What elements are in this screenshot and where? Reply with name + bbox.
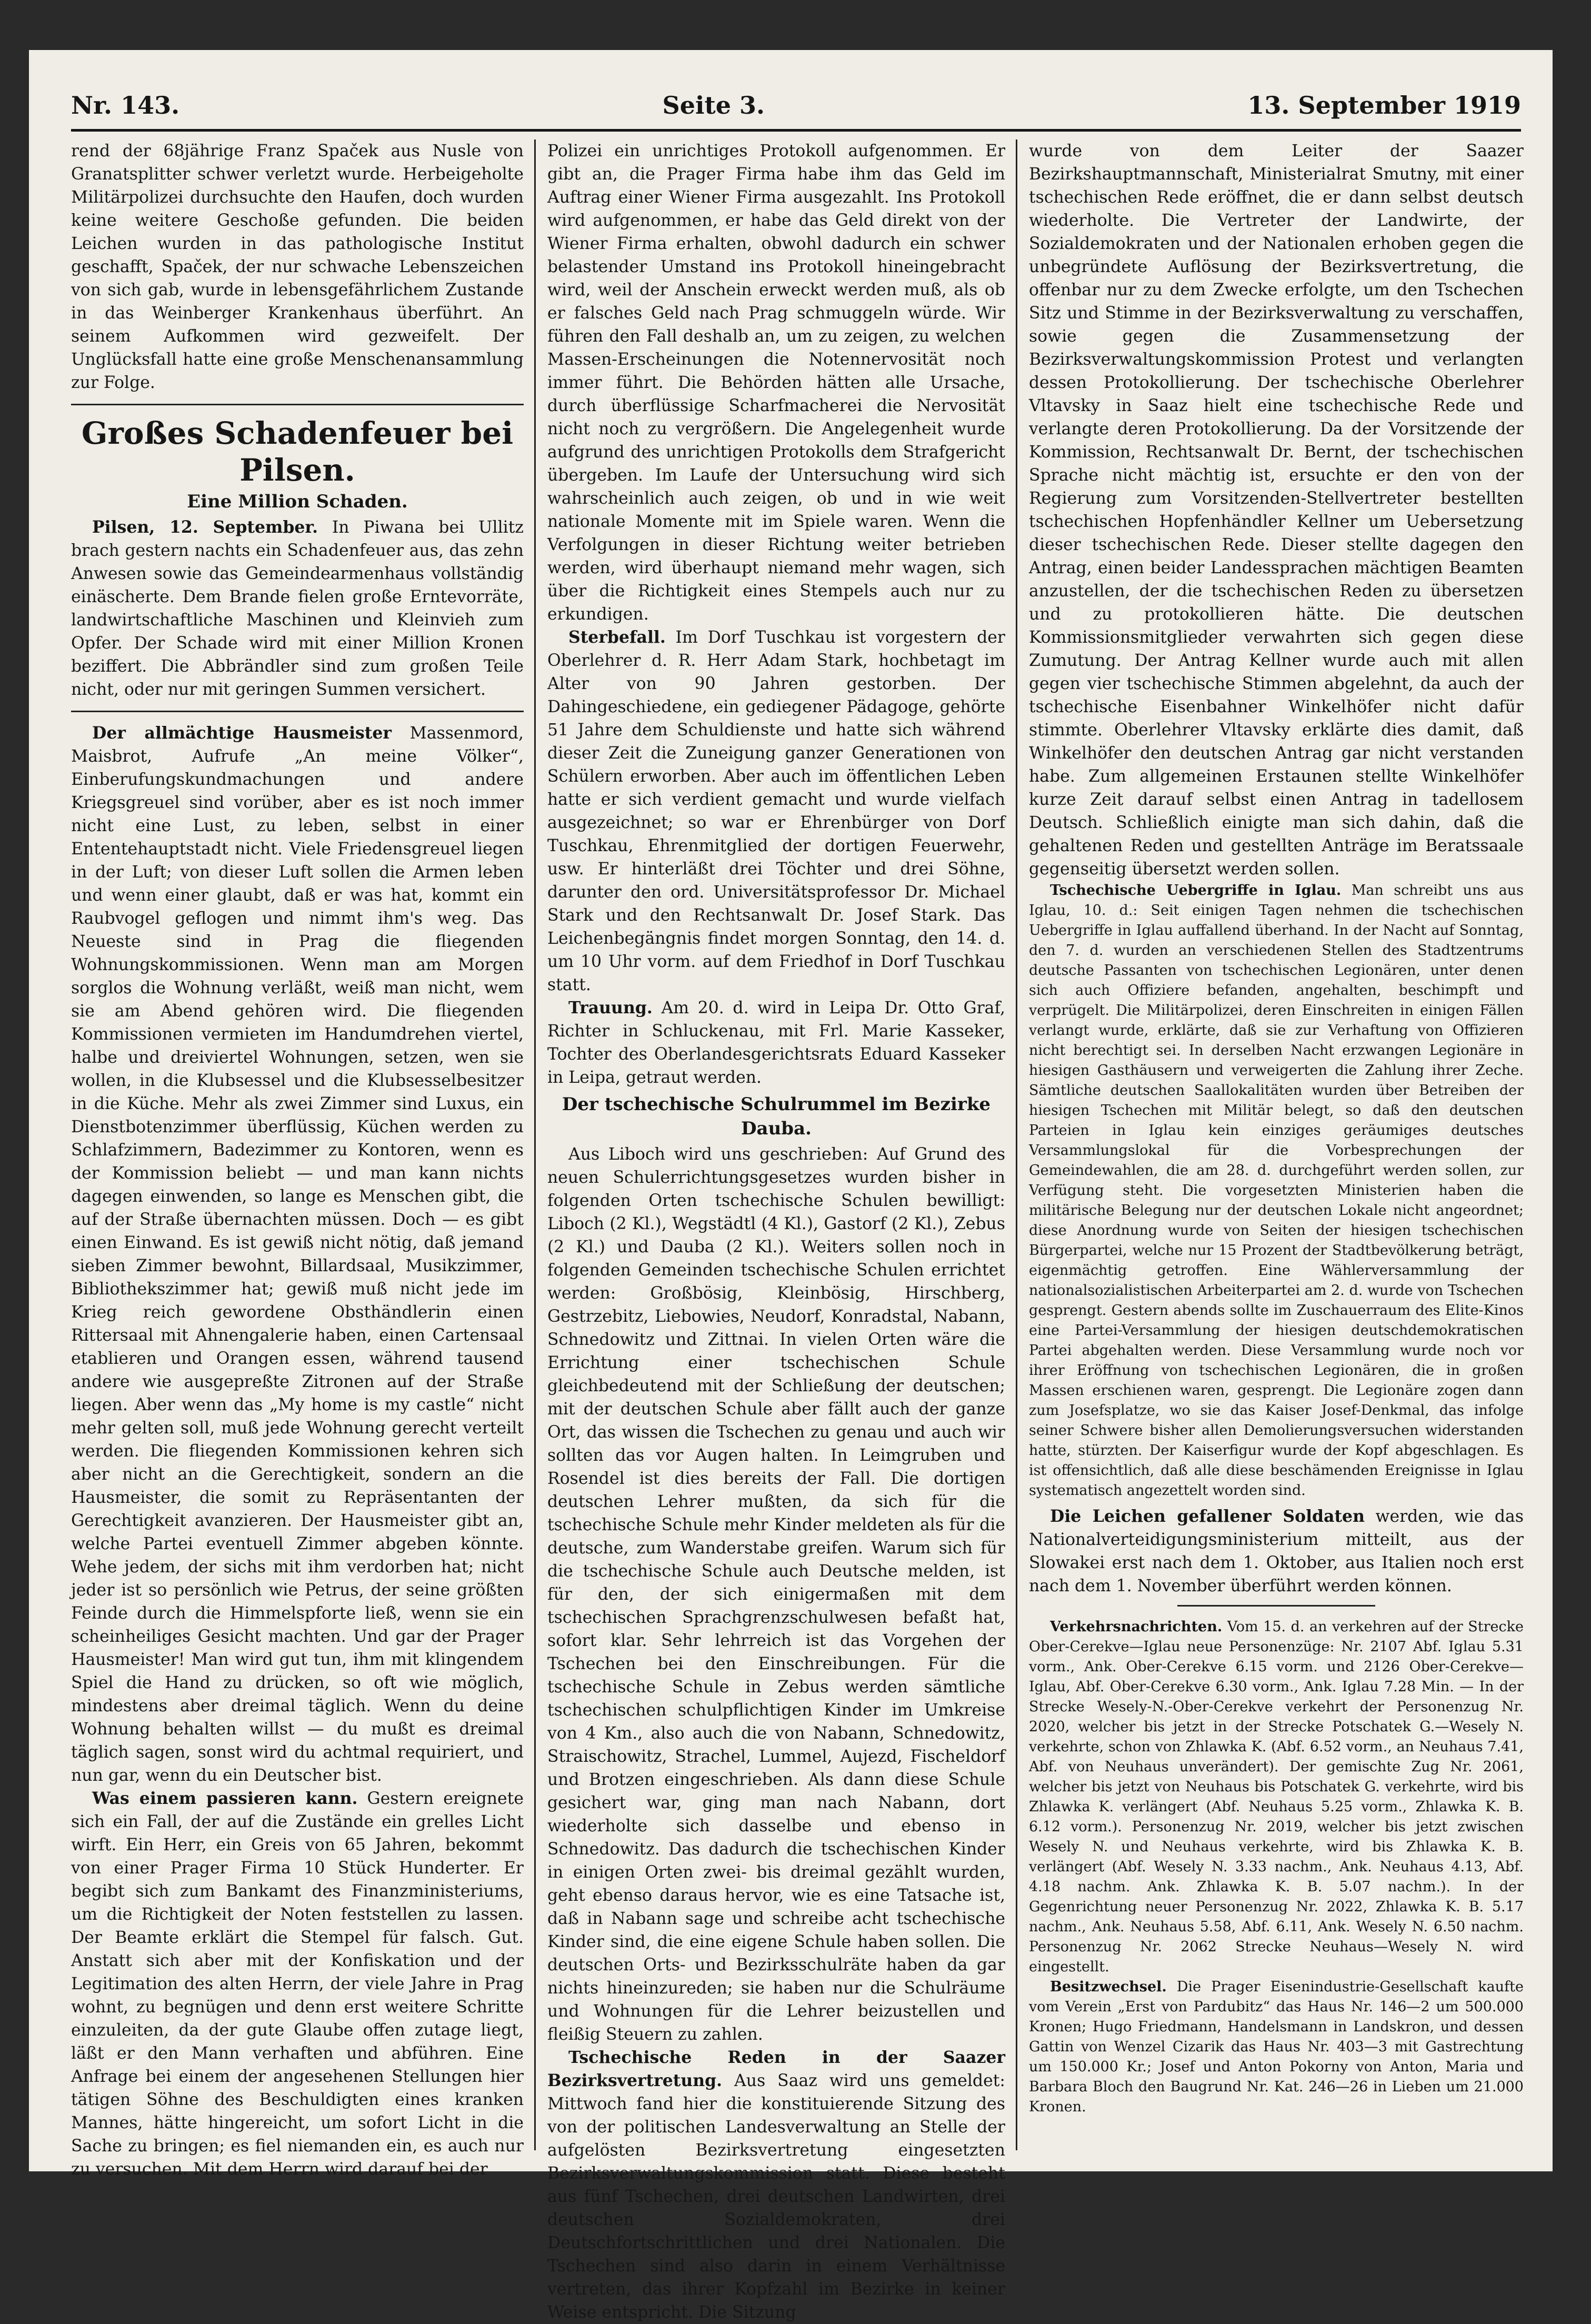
article-paragraph [71,722,524,1787]
article-paragraph [547,996,1005,1089]
article-paragraph [1029,1977,1524,2117]
article-paragraph [71,516,524,701]
article-lead: Verkehrsnachrichten. [1050,1619,1223,1635]
columns [71,139,1524,2322]
article-paragraph [547,626,1005,996]
article-continuation: rend der 68jährige Franz Spaček aus Nusle von Granatsplitter schwer verletzt wurde. Herbeigeholte Militärpolizei durchsuchte den Haufen, doch wurden keine weitere Geschoße gefunden. Die beiden Leichen wurden in das pathologische Institut geschafft, Spaček, der nur schwache Lebenszeichen von sich gab, wurde in lebensgefährlichem Zustande in das Weinberger Krankenhaus überführt. An seinem Aufkommen wird gezweifelt. Der Unglücksfall hatte eine große Menschenansammlung zur Folge. [71,142,524,392]
article-headline: Der tschechische Schulrummel im Bezirke Dauba. [562,1094,991,1139]
article-subheadline: Eine Million Schaden. [187,491,408,512]
article-text: Aus Saaz wird uns gemeldet: Mittwoch fand hier die konstituierende Sitzung des von der politischen Landesverwaltung an Stelle der aufgelösten Bezirksvertretung eingesetzten Bezirksverwaltungskommission statt. Diese besteht aus fünf Tschechen, drei deutschen Landwirten, drei deutschen Sozialdemokraten, drei Deutschfortschrittlichen und drei Nationalen. Die Tschechen sind also darin in einem Verhältnisse vertreten, das ihrer Kopfzahl im Bezirke in keiner Weise entspricht. Die Sitzung [547,2071,1005,2322]
article-paragraph [1029,881,1524,1501]
article-lead: Besitzwechsel. [1050,1979,1167,1995]
article-paragraph [547,2046,1005,2324]
column-2 [547,139,1005,2322]
column-3 [1029,139,1524,2150]
article-continuation: Polizei ein unrichtiges Protokoll aufgenommen. Er gibt an, die Prager Firma habe ihm das Geld im Auftrag einer Wiener Firma ausgezahlt. Ins Protokoll wird aufgenommen, er habe das Geld direkt von der Wiener Firma erhalten, obwohl dadurch ein schwer belastender Umstand ins Protokoll hineingebracht wird, weil der Anschein erweckt werden muß, als ob er falsches Geld nach Prag schmuggeln würde. Wir führen den Fall deshalb an, um zu zeigen, zu welchen Massen-Erscheinungen die Notennervosität noch immer führt. Die Behörden hätten alle Ursache, durch überflüssige Scharfmacherei die Nervosität nicht noch zu vergrößern. Die Angelegenheit wurde aufgrund des unrichtigen Protokolls dem Strafgericht übergeben. Im Laufe der Untersuchung wird sich wahrscheinlich auch zeigen, ob und in wie weit nationale Momente mit im Spiele waren. Wenn die Verfolgungen in dieser Richtung weiter betrieben werden, wird überhaupt niemand mehr wagen, sich über die Richtigkeit eines Stempels auch nur zu erkundigen. [547,142,1005,624]
article-text: werden, wie das Nationalverteidigungsministerium mitteilt, aus der Slowakei erst nach dem 1. Oktober, aus Italien noch erst nach dem 1. November überführt werden können. [1029,1507,1524,1595]
article-paragraph [1029,1617,1524,1977]
article-continuation: wurde von dem Leiter der Saazer Bezirkshauptmannschaft, Ministerialrat Smutny, mit einer tschechischen Rede eröffnet, die er dann selbst deutsch wiederholte. Die Vertreter der Landwirte, der Sozialdemokraten und der Nationalen erhoben gegen die unbegründete Auflösung der Bezirksvertretung, die offenbar nur zu dem Zwecke erfolgte, um den Tschechen Sitz und Stimme in der Bezirksverwaltung zu verschaffen, sowie gegen die Zusammensetzung der Bezirksverwaltungskommission Protest und verlangten dessen Protokollierung. Der tschechische Oberlehrer Vltavsky in Saaz hielt eine tschechische Rede und verlangte deren Protokollierung. Da der Vorsitzende der Kommission, Rechtsanwalt Dr. Bernt, der tschechischen Sprache nicht mächtig ist, ersuchte er den von der Regierung zum Vorsitzenden-Stellvertreter bestellten tschechischen Hopfenhändler Kellner um Uebersetzung dieser tschechischen Rede. Dieser stellte dagegen den Antrag, einen beider Landessprachen mächtigen Beamten anzustellen, der die tschechischen Reden zu übersetzen und zu protokollieren hätte. Die deutschen Kommissionsmitglieder verwahrten sich gegen diese Zumutung. Der Antrag Kellner wurde auch mit allen gegen vier tschechische Stimmen abgelehnt, da auch der tschechische Eisenbahner Winkelhöfer nicht dafür stimmte. Oberlehrer Vltavsky erklärte dies damit, daß Winkelhöfer den deutschen Antrag gar nicht verstanden habe. Zum allgemeinen Erstaunen stellte Winkelhöfer kurze Zeit darauf selbst einen Antrag in tadellosem Deutsch. Schließlich einigte man sich dahin, daß die gehaltenen Reden und gestellten Anträge im Beratssaale gegenseitig übersetzt werden sollen. [1029,142,1524,879]
article-text: In Piwana bei Ullitz brach gestern nachts ein Schadenfeuer aus, das zehn Anwesen sowie das Gemeindearmenhaus vollständig einäscherte. Dem Brande fielen große Erntevorräte, landwirtschaftliche Maschinen und Kleinvieh zum Opfer. Der Schade wird mit einer Million Kronen beziffert. Die Abbrändler sind zum großen Teile nicht, oder nur mit geringen Summen versichert. [71,518,524,699]
page-number: Seite 3. [662,91,765,119]
article-text: Massenmord, Maisbrot, Aufrufe „An meine Völker“, Einberufungskundmachungen und andere Kriegsgreuel sind vorüber, aber es ist noch immer nicht eine Lust, zu leben, selbst in einer Ententehauptstadt nicht. Viele Friedensgreuel liegen in der Luft; von dieser Luft sollen die Armen leben und wenn einer glaubt, daß er was hat, kommt ein Raubvogel geflogen und nimmt ihm's weg. Das Neueste sind in Prag die fliegenden Wohnungskommissionen. Wenn man am Morgen sorglos die Wohnung verläßt, weiß man nicht, wem sie am Abend gehören wird. Die fliegenden Kommissionen vermieten im Handumdrehen viertel, halbe und dreiviertel Wohnungen, setzen, wen sie wollen, in die Klubsessel und die Klubsesselbesitzer in die Küche. Mehr als zwei Zimmer sind Luxus, ein Dienstbotenzimmer überflüssig, Küchen werden zu Schlafzimmern, Badezimmer zu Kontoren, wenn es der Kommission beliebt — und man kann nichts dagegen einwenden, so lange es Menschen gibt, die auf der Straße übernachten müssen. Doch — es gibt einen Einwand. Es ist gewiß nicht nötig, daß jemand sieben Zimmer bewohnt, Billardsaal, Musikzimmer, Bibliothekszimmer hat; gewiß muß nicht jede im Krieg reich gewordene Obsthändlerin einen Rittersaal mit Ahnengalerie haben, einen Cartensaal etablieren und Orangen essen, während tausend andere wie ausgepreßte Zitronen auf der Straße liegen. Aber wenn das „My home is my castle“ nicht mehr gelten soll, muß jede Wohnung gerecht verteilt werden. Die fliegenden Kommissionen kehren sich aber nicht an die Gerechtigkeit, sondern an die Hausmeister, die somit zu Repräsentanten der Gerechtigkeit avanzieren. Der Hausmeister gibt an, welche Partei eventuell Zimmer abgeben könnte. Wehe jedem, der sichs mit ihm verdorben hat; nicht jeder ist so persönlich wie Petrus, der seine größten Feinde durch die Himmelspforte ließ, wenn sie ein scheinheiliges Gesicht machten. Und gar der Prager Hausmeister! Man wird gut tun, ihm mit klingendem Spiel die Hand zu drücken, so oft wie möglich, mindestens aber dreimal täglich. Wenn du deine Wohnung behalten willst — du mußt es dreimal täglich sagen, sonst wird du achtmal requiriert, und nun gar, wenn du ein Deutscher bist. [71,724,524,1785]
issue-date: 13. September 1919 [1247,91,1521,119]
newspaper-page [29,50,1553,2322]
article-paragraph: Aus Liboch wird uns geschrieben: Auf Grund des neuen Schulerrichtungsgesetzes wurden bisher in folgenden Orten tschechische Schulen bewilligt: Liboch (2 Kl.), Wegstädtl (4 Kl.), Gastorf (2 Kl.), Zebus (2 Kl.) und Dauba (2 Kl.). Weiters sollen noch in folgenden Gemeinden tschechische Schulen errichtet werden: Großbösig, Kleinbösig, Hirschberg, Gestrzebitz, Liebowies, Neudorf, Konradstal, Nabann, Schnedowitz und Zittnai. In vielen Orten wäre die Errichtung einer tschechischen Schule gleichbedeutend mit der Schließung der deutschen; mit der deutschen Schule aber fällt auch der ganze Ort, das wissen die Tschechen zu genau und auch wir sollten das vor Augen halten. In Leimgruben und Rosendel ist dies bereits der Fall. Die dortigen deutschen Lehrer mußten, da sich für die tschechische Schule mehr Kinder meldeten als für die deutsche, zum Wanderstabe greifen. Warum sich für die tschechische Schule auch Deutsche melden, ist für den, der sich einigermaßen mit dem tschechischen Sprachgrenzschulwesen befaßt hat, sofort klar. Sehr lehrreich ist das Vorgehen der Tschechen bei den Einschreibungen. Für die tschechische Schule in Zebus werden sämtliche tschechischen schulpflichtigen Kinder im Umkreise von 4 Km., also auch die von Nabann, Schnedowitz, Straischowitz, Strachel, Lummel, Aujezd, Fischeldorf und Brotzen eingeschrieben. Als dann diese Schule gesichert war, ging man nach Nabann, dort wiederholte sich dasselbe und ebenso in Schnedowitz. Das dadurch die tschechischen Kinder in einigen Orten zwei- bis dreimal gezählt wurden, geht ebenso daraus hervor, wie es eine Tatsache ist, daß in Nabann sage und schreibe acht tschechische Kinder sind, die eine eigene Schule haben sollen. Die deutschen Orts- und Bezirksschulräte haben da gar nichts hineinzureden; sie haben nur die Schulräume und Wohnungen für die Lehrer beizustellen und fleißig Steuern zu zahlen. [547,1145,1005,2044]
issue-number: Nr. 143. [71,91,180,119]
article-text: Im Dorf Tuschkau ist vorgestern der Oberlehrer d. R. Herr Adam Stark, hochbetagt im Alter von 90 Jahren gestorben. Der Dahingeschiedene, ein gediegener Pädagoge, gehörte 51 Jahre dem Schuldienste und hatte sich während dieser Zeit die Zuneigung ganzer Generationen von Schülern erworben. Aber auch im öffentlichen Leben hatte er sich verdient gemacht und wurde vielfach ausgezeichnet; so war er Ehrenbürger von Dorf Tuschkau, Ehrenmitglied der dortigen Feuerwehr, usw. Er hinterläßt drei Töchter und drei Söhne, darunter den ord. Universitätsprofessor Dr. Michael Stark und den Rechtsanwalt Dr. Josef Stark. Das Leichenbegängnis findet morgen Sonntag, den 14. d. um 10 Uhr vorm. auf dem Friedhof in Dorf Tuschkau statt. [547,628,1005,994]
article-paragraph [1029,1505,1524,1598]
small-print-section [1029,1617,1524,2117]
article-text: Man schreibt uns aus Iglau, 10. d.: Seit einigen Tagen nehmen die tschechischen Uebergriffe in Iglau auffallend überhand. In der Nacht auf Sonntag, den 7. d. wurden an verschiedenen Stellen des Stadtzentrums deutsche Passanten von tschechischen Legionären, unter denen sich auch Offiziere befanden, angehalten, beschimpft und verprügelt. Die Militärpolizei, deren Einschreiten in einigen Fällen verlangt wurde, erklärte, daß sie zur Verhaftung von Offizieren nicht berechtigt sei. In derselben Nacht erzwangen Legionäre in hiesigen Gasthäusern und verweigerten die Zahlung ihrer Zeche. Sämtliche deutschen Saallokalitäten wurden über Betreiben der hiesigen Tschechen mit Militär belegt, so daß den deutschen Parteien in Iglau kein einziges geräumiges deutsches Versammlungslokal für die Vorbesprechungen der Gemeindewahlen, die am 28. d. durchgeführt werden sollen, zur Verfügung steht. Die vorgesetzten Ministerien haben die militärische Belegung nur der deutschen Lokale nicht angeordnet; diese Anordnung wurde von Seiten der hiesigen tschechischen Bürgerpartei, welche nur 15 Prozent der Stadtbevölkerung beträgt, eigenmächtig getroffen. Eine Wählerversammlung der nationalsozialistischen Arbeiterpartei am 2. d. wurde von Tschechen gesprengt. Gestern abends sollte im Zuschauerraum des Elite-Kinos eine Partei-Versammlung der hiesigen deutschdemokratischen Partei abgehalten werden. Diese Versammlung wurde noch vor ihrer Eröffnung von tschechischen Legionären, die in großen Massen erschienen waren, gesprengt. Die Legionäre zogen dann zum Josefsplatze, wo sie das Kaiser Josef-Denkmal, das infolge seiner Schwere bisher allen Demolierungsversuchen widerstanden hatte, stürzten. Der Kaiserfigur wurde der Kopf abgeschlagen. Es ist offensichtlich, daß alle diese beschämenden Ereignisse in Iglau systematisch angezettelt worden sind. [1029,882,1524,1499]
article-text: Die Prager Eisenindustrie-Gesellschaft kaufte vom Verein „Erst von Pardubitz“ das Haus Nr. 146—2 um 500.000 Kronen; Hugo Friedmann, Handelsmann in Landskron, und dessen Gattin von Wenzel Cizarik das Haus Nr. 403—3 mit Gastrechtung um 150.000 Kr.; Josef und Anton Pokorny von Anton, Maria und Barbara Bloch den Baugrund Nr. Kat. 246—26 in Lieben um 21.000 Kronen. [1029,1979,1524,2115]
article-lead: Trauung. [568,998,653,1018]
article-lead: Tschechische Uebergriffe in Iglau. [1050,882,1342,899]
column-rule [1016,139,1017,2150]
article-lead: Tschechische Reden in der Saazer Bezirksvertretung. [547,2048,1005,2090]
article-text: Vom 15. d. an verkehren auf der Strecke Ober-Cerekve—Iglau neue Personenzüge: Nr. 2107 Abf. Iglau 5.31 vorm., Ank. Ober-Cerekve 6.15 vorm. und 2126 Ober-Cerekve—Iglau, Abf. Ober-Cerekve 6.30 vorm., Ank. Iglau 7.28 Min. — In der Strecke Wesely-N.-Ober-Cerekve verkehrt der Personenzug Nr. 2020, welcher bis jetzt in der Strecke Potschatek G.—Wesely N. verkehrte, schon von Zhlawka K. (Abf. 6.52 vorm., an Neuhaus 7.41, Abf. von Neuhaus unverändert). Der gemischte Zug Nr. 2061, welcher bis jetzt von Neuhaus bis Potschatek G. verkehrte, wird bis Zhlawka K. verlängert (Abf. Neuhaus 5.25 vorm., Zhlawka K. B. 6.12 vorm.). Personenzug Nr. 2019, welcher bis jetzt zwischen Wesely N. und Neuhaus verkehrte, wird bis Zhlawka K. B. verlängert (Abf. Wesely N. 3.33 nachm., Ank. Neuhaus 4.13, Abf. 4.18 nachm. Ank. Zhlawka K. B. 5.07 nachm.). In der Gegenrichtung neuer Personenzug Nr. 2022, Zhlawka K. B. 5.17 nachm., Ank. Neuhaus 5.58, Abf. 6.11, Ank. Wesely N. 6.50 nachm. Personenzug Nr. 2062 Strecke Neuhaus—Wesely N. wird eingestellt. [1029,1619,1524,1975]
divider [71,711,524,712]
article-lead: Der allmächtige Hausmeister [92,723,392,743]
article-lead: Pilsen, 12. September. [92,517,318,537]
article-text: Am 20. d. wird in Leipa Dr. Otto Graf, Richter in Schluckenau, mit Frl. Marie Kasseker, Tochter des Oberlandesgerichtsrats Eduard Kasseker in Leipa, getraut werden. [547,999,1005,1087]
small-print-section [1029,881,1524,1501]
column-1 [71,139,524,2179]
divider [71,404,524,405]
column-rule [534,139,536,2150]
divider [1177,1605,1375,1607]
article-paragraph [71,1787,524,2181]
article-lead: Sterbefall. [568,627,666,647]
article-text: Gestern ereignete sich ein Fall, der auf die Zustände ein grelles Licht wirft. Ein Herr, ein Greis von 65 Jahren, bekommt von einer Prager Firma 10 Stück Hunderter. Er begibt sich zum Bankamt des Finanzministeriums, um die Richtigkeit der Noten feststellen zu lassen. Der Beamte erklärt die Stempel für falsch. Gut. Anstatt sich aber mit der Konfiskation und der Legitimation des alten Herrn, der viele Jahre in Prag wohnt, zu begnügen und denn erst weitere Schritte einzuleiten, da der gute Glaube offen zutage liegt, läßt er den Mann verhaften und abführen. Eine Anfrage bei einem der angesehenen Stellungen hier tätigen Söhne des Beschuldigten eines kranken Mannes, hätte hingereicht, um sofort Licht in die Sache zu bringen; es fiel niemanden ein, es auch nur zu versuchen. Mit dem Herrn wird darauf bei der [71,1789,524,2179]
page-header [71,82,1521,132]
article-headline: Großes Schadenfeuer bei Pilsen. [81,415,514,488]
article-lead: Was einem passieren kann. [92,1789,358,1808]
article-lead: Die Leichen gefallener Soldaten [1050,1507,1365,1526]
